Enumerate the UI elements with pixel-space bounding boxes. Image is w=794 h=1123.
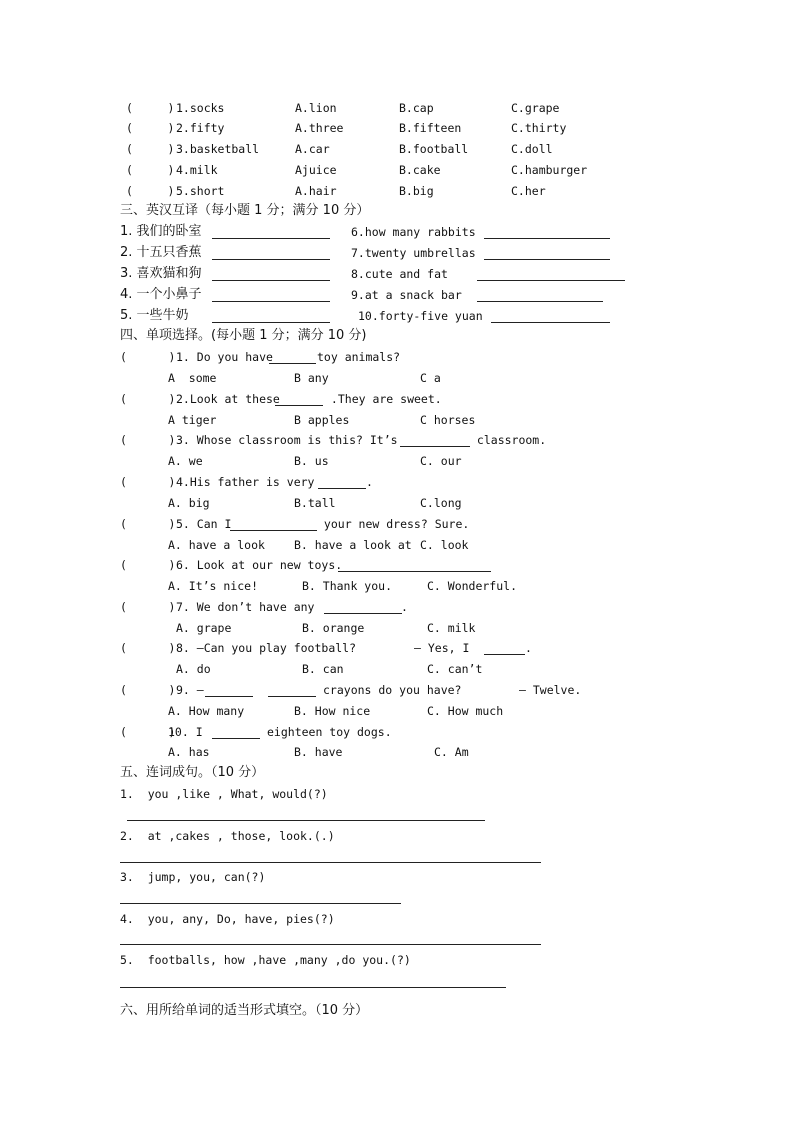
s3-answer-line-2[interactable] [212, 259, 330, 260]
q2-5-text: 5.short [176, 184, 225, 198]
s4-q8-text: 8. —Can you play football? [176, 641, 357, 655]
s3-answer-line-10[interactable] [491, 322, 610, 323]
s3-right-8: 8.cute and fat [351, 267, 448, 281]
s4-q4-b[interactable]: B.tall [294, 496, 336, 510]
s4-q7-b[interactable]: B. orange [302, 621, 365, 635]
s3-right-9: 9.at a snack bar [351, 288, 462, 302]
s4-q6-c[interactable]: C. Wonderful. [427, 579, 518, 593]
s4-q4-text2: . [366, 475, 373, 489]
s4-q4-c[interactable]: C.long [420, 496, 462, 510]
s4-q7-text2: . [401, 600, 408, 614]
s3-answer-line-8[interactable] [477, 280, 625, 281]
s3-answer-line-7[interactable] [484, 259, 610, 260]
s4-q1-paren[interactable]: ( ) [120, 350, 176, 364]
q2-5-a: A.hair [295, 184, 337, 198]
q2-4-a: Ajuice [295, 163, 337, 177]
s5-item-3: 3. jump, you, can(?) [120, 870, 266, 884]
s3-right-7: 7.twenty umbrellas [351, 246, 476, 260]
s4-q1-b[interactable]: B any [294, 371, 329, 385]
s4-q8-a[interactable]: A. do [176, 662, 211, 676]
s4-q3-b[interactable]: B. us [294, 454, 329, 468]
s4-q4-a[interactable]: A. big [168, 496, 210, 510]
s3-answer-line-9[interactable] [477, 301, 603, 302]
s4-q10-text2: eighteen toy dogs. [267, 725, 392, 739]
s4-q1-a[interactable]: A some [168, 371, 217, 385]
s3-answer-line-4[interactable] [212, 301, 330, 302]
q2-2-text: 2.fifty [176, 121, 225, 135]
q2-1-paren[interactable]: ( ) [126, 101, 175, 115]
q2-4-c: C.hamburger [511, 163, 588, 177]
s4-q9-text: 9. — [176, 683, 204, 697]
s4-q3-paren[interactable]: ( ) [120, 433, 176, 447]
s4-q8-blank[interactable] [484, 654, 525, 655]
s4-q6-paren[interactable]: ( ) [120, 558, 176, 572]
s4-q10-b[interactable]: B. have [294, 745, 343, 759]
s4-q7-paren[interactable]: ( ) [120, 600, 176, 614]
q2-1-text: 1.socks [176, 101, 225, 115]
s4-q8-paren[interactable]: ( ) [120, 641, 176, 655]
s4-q5-a[interactable]: A. have a look [168, 538, 265, 552]
s5-answer-line-1[interactable] [127, 820, 485, 821]
s5-item-2: 2. at ,cakes , those, look.(.) [120, 829, 335, 843]
q2-3-paren[interactable]: ( ) [126, 142, 175, 156]
s5-item-5: 5. footballs, how ,have ,many ,do you.(?) [120, 953, 411, 967]
s4-q6-text: 6. Look at our new toys. [176, 558, 343, 572]
s4-q2-blank[interactable] [275, 405, 323, 406]
section6-title: 六、用所给单词的适当形式填空。（10 分） [120, 1003, 369, 1018]
q2-5-b: B.big [399, 184, 434, 198]
s4-q5-blank[interactable] [230, 530, 317, 531]
s4-q7-blank[interactable] [324, 613, 402, 614]
q2-2-a: A.three [295, 121, 344, 135]
q2-3-a: A.car [295, 142, 330, 156]
s4-q5-c[interactable]: C. look [420, 538, 469, 552]
s4-q9-b[interactable]: B. How nice [294, 704, 371, 718]
s4-q4-paren[interactable]: ( ) [120, 475, 176, 489]
s4-q1-c[interactable]: C a [420, 371, 441, 385]
s3-answer-line-6[interactable] [484, 238, 610, 239]
s5-answer-line-2[interactable] [120, 862, 541, 863]
q2-4-b: B.cake [399, 163, 441, 177]
s4-q2-paren[interactable]: ( ) [120, 392, 176, 406]
s5-answer-line-5[interactable] [120, 987, 506, 988]
q2-3-text: 3.basketball [176, 142, 260, 156]
s4-q10-a[interactable]: A. has [168, 745, 210, 759]
q2-2-c: C.thirty [511, 121, 567, 135]
q2-2-b: B.fifteen [399, 121, 462, 135]
s5-answer-line-3[interactable] [120, 903, 401, 904]
s4-q4-blank[interactable] [318, 488, 366, 489]
s4-q8-text2: — Yes, I [414, 641, 470, 655]
q2-1-b: B.cap [399, 101, 434, 115]
q2-4-paren[interactable]: ( ) [126, 163, 175, 177]
s4-q1-blank[interactable] [269, 363, 316, 364]
s4-q5-text2: your new dress? Sure. [317, 517, 470, 531]
q2-1-a: A.lion [295, 101, 337, 115]
s3-left-2: 2. 十五只香蕉 [120, 245, 202, 260]
q2-1-c: C.grape [511, 101, 560, 115]
s3-right-6: 6.how many rabbits [351, 225, 476, 239]
s4-q8-b[interactable]: B. can [302, 662, 344, 676]
s4-q6-blank[interactable] [338, 571, 491, 572]
s4-q2-b[interactable]: B apples [294, 413, 350, 427]
s4-q3-blank[interactable] [400, 446, 470, 447]
s5-item-1: 1. you ,like , What, would(?) [120, 787, 328, 801]
s4-q10-text: 10. I [168, 725, 203, 739]
s4-q3-text: 3. Whose classroom is this? It’s [176, 433, 398, 447]
s4-q10-paren[interactable]: ( ) [120, 725, 176, 739]
section5-title: 五、连词成句。（10 分） [120, 765, 265, 780]
s4-q8-c[interactable]: C. can’t [427, 662, 483, 676]
s3-answer-line-5[interactable] [212, 322, 330, 323]
s3-right-10: 10.forty-five yuan [358, 309, 483, 323]
q2-2-paren[interactable]: ( ) [126, 121, 175, 135]
s4-q5-paren[interactable]: ( ) [120, 517, 176, 531]
s4-q9-blank-2[interactable] [268, 696, 316, 697]
s4-q9-text3: — Twelve. [519, 683, 582, 697]
s4-q2-c[interactable]: C horses [420, 413, 476, 427]
s4-q9-paren[interactable]: ( ) [120, 683, 176, 697]
s4-q9-c[interactable]: C. How much [427, 704, 504, 718]
s4-q10-c[interactable]: C. Am [434, 745, 469, 759]
s4-q9-blank-1[interactable] [205, 696, 253, 697]
s4-q7-c[interactable]: C. milk [427, 621, 476, 635]
s5-answer-line-4[interactable] [120, 944, 541, 945]
s4-q4-text: 4.His father is very [176, 475, 315, 489]
s3-answer-line-3[interactable] [212, 280, 330, 281]
q2-5-paren[interactable]: ( ) [126, 184, 175, 198]
s3-answer-line-1[interactable] [212, 238, 330, 239]
s3-left-4: 4. 一个小鼻子 [120, 287, 202, 302]
s4-q1-text: 1. Do you have [176, 350, 273, 364]
s5-item-4: 4. you, any, Do, have, pies(?) [120, 912, 335, 926]
s3-left-3: 3. 喜欢猫和狗 [120, 266, 202, 281]
s4-q2-a[interactable]: A tiger [168, 413, 217, 427]
s4-q9-text2: crayons do you have? [323, 683, 462, 697]
s4-q3-c[interactable]: C. our [420, 454, 462, 468]
s4-q3-a[interactable]: A. we [168, 454, 203, 468]
q2-3-c: C.doll [511, 142, 553, 156]
s4-q7-text: 7. We don’t have any [176, 600, 315, 614]
s4-q9-a[interactable]: A. How many [168, 704, 245, 718]
q2-5-c: C.her [511, 184, 546, 198]
section4-title: 四、单项选择。(每小题 1 分；满分 10 分) [120, 328, 367, 343]
s4-q8-text3: . [525, 641, 532, 655]
q2-4-text: 4.milk [176, 163, 218, 177]
s4-q2-text2: .They are sweet. [324, 392, 442, 406]
s3-left-5: 5. 一些牛奶 [120, 308, 189, 323]
s4-q2-text: 2.Look at these [176, 392, 280, 406]
s4-q5-b[interactable]: B. have a look at [294, 538, 412, 552]
s4-q7-a[interactable]: A. grape [176, 621, 232, 635]
q2-3-b: B.football [399, 142, 469, 156]
s4-q10-blank[interactable] [212, 738, 260, 739]
s4-q6-a[interactable]: A. It’s nice! [168, 579, 259, 593]
s3-left-1: 1. 我们的卧室 [120, 224, 202, 239]
s4-q5-text: 5. Can I [176, 517, 232, 531]
s4-q3-text2: classroom. [470, 433, 547, 447]
s4-q1-text2: toy animals? [317, 350, 401, 364]
s4-q6-b[interactable]: B. Thank you. [302, 579, 393, 593]
section3-title: 三、英汉互译（每小题 1 分；满分 10 分） [120, 203, 370, 218]
